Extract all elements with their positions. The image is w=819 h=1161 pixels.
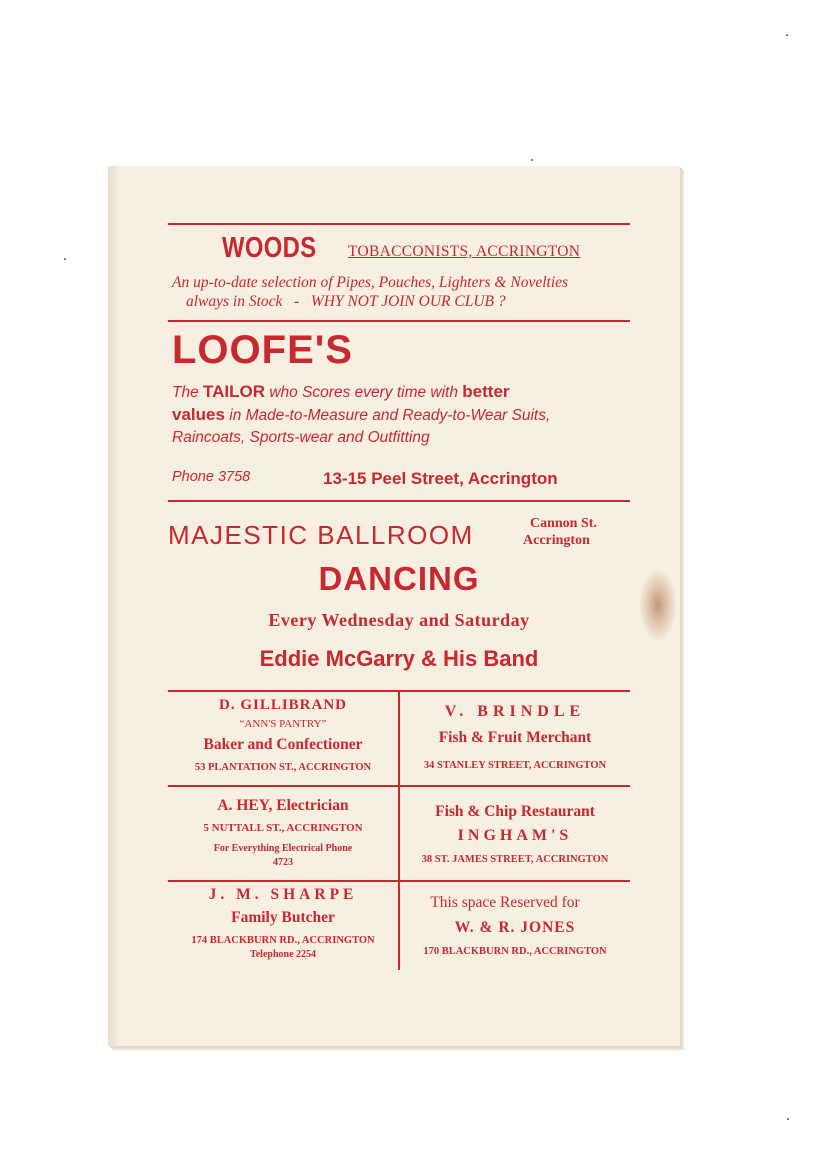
loofes-line1: The TAILOR who Scores every time with better xyxy=(172,382,510,401)
dancing-headline: DANCING xyxy=(318,560,480,597)
loofes-line2: values in Made-to-Measure and Ready-to-Wear Suits, xyxy=(172,405,551,424)
gillibrand-sub: “ANN'S PANTRY” xyxy=(239,718,327,730)
ballroom-name: MAJESTIC BALLROOM xyxy=(168,520,474,550)
dust-speck xyxy=(786,34,788,36)
woods-line1: An up-to-date selection of Pipes, Pouches, Lighters & Novelties xyxy=(172,274,569,291)
woods-line2: always in Stock - WHY NOT JOIN OUR CLUB ? xyxy=(186,293,506,310)
gillibrand-name: D. GILLIBRAND xyxy=(218,697,348,713)
woods-trade: TOBACCONISTS, ACCRINGTON xyxy=(348,243,581,260)
ingham-trade: Fish & Chip Restaurant xyxy=(435,803,595,820)
brindle-name: V. BRINDLE xyxy=(444,703,586,720)
divider-rule xyxy=(168,500,630,502)
ingham-address: 38 ST. JAMES STREET, ACCRINGTON xyxy=(421,854,609,865)
gillibrand-address: 53 PLANTATION ST., ACCRINGTON xyxy=(194,762,372,773)
jones-address: 170 BLACKBURN RD., ACCRINGTON xyxy=(423,946,607,957)
brindle-trade: Fish & Fruit Merchant xyxy=(438,729,592,746)
dancing-days: Every Wednesday and Saturday xyxy=(268,610,530,630)
hey-name: A. HEY, Electrician xyxy=(217,797,349,814)
brindle-address: 34 STANLEY STREET, ACCRINGTON xyxy=(423,760,607,771)
sharpe-trade: Family Butcher xyxy=(231,909,335,926)
loofes-name: LOOFE'S xyxy=(172,328,353,372)
hey-phone: 4723 xyxy=(273,857,293,868)
ingham-name: INGHAM'S xyxy=(457,827,573,844)
jones-name: W. & R. JONES xyxy=(454,919,576,936)
paper-stain xyxy=(640,570,676,640)
divider-rule xyxy=(168,320,630,322)
paper-edge xyxy=(108,166,120,1046)
hey-address: 5 NUTTALL ST., ACCRINGTON xyxy=(203,822,363,834)
jones-note: This space Reserved for xyxy=(430,894,580,911)
loofes-phone: Phone 3758 xyxy=(172,469,251,485)
loofes-line3: Raincoats, Sports-wear and Outfitting xyxy=(172,429,430,446)
sharpe-phone: Telephone 2254 xyxy=(249,949,317,960)
dust-speck xyxy=(64,258,66,260)
divider-rule xyxy=(168,785,630,787)
dust-speck xyxy=(531,159,533,161)
divider-rule xyxy=(168,880,630,882)
divider-rule xyxy=(168,223,630,225)
dust-speck xyxy=(787,1118,789,1120)
sharpe-name: J. M. SHARPE xyxy=(208,886,358,903)
ballroom-location-town: Accrington xyxy=(523,533,590,548)
ballroom-location-street: Cannon St. xyxy=(530,516,597,531)
band-name: Eddie McGarry & His Band xyxy=(259,646,539,671)
gillibrand-trade: Baker and Confectioner xyxy=(203,736,363,753)
woods-name: WOODS xyxy=(222,232,317,264)
loofes-address: 13-15 Peel Street, Accrington xyxy=(323,469,558,488)
hey-note: For Everything Electrical Phone xyxy=(213,843,353,854)
sharpe-address: 174 BLACKBURN RD., ACCRINGTON xyxy=(191,935,375,946)
